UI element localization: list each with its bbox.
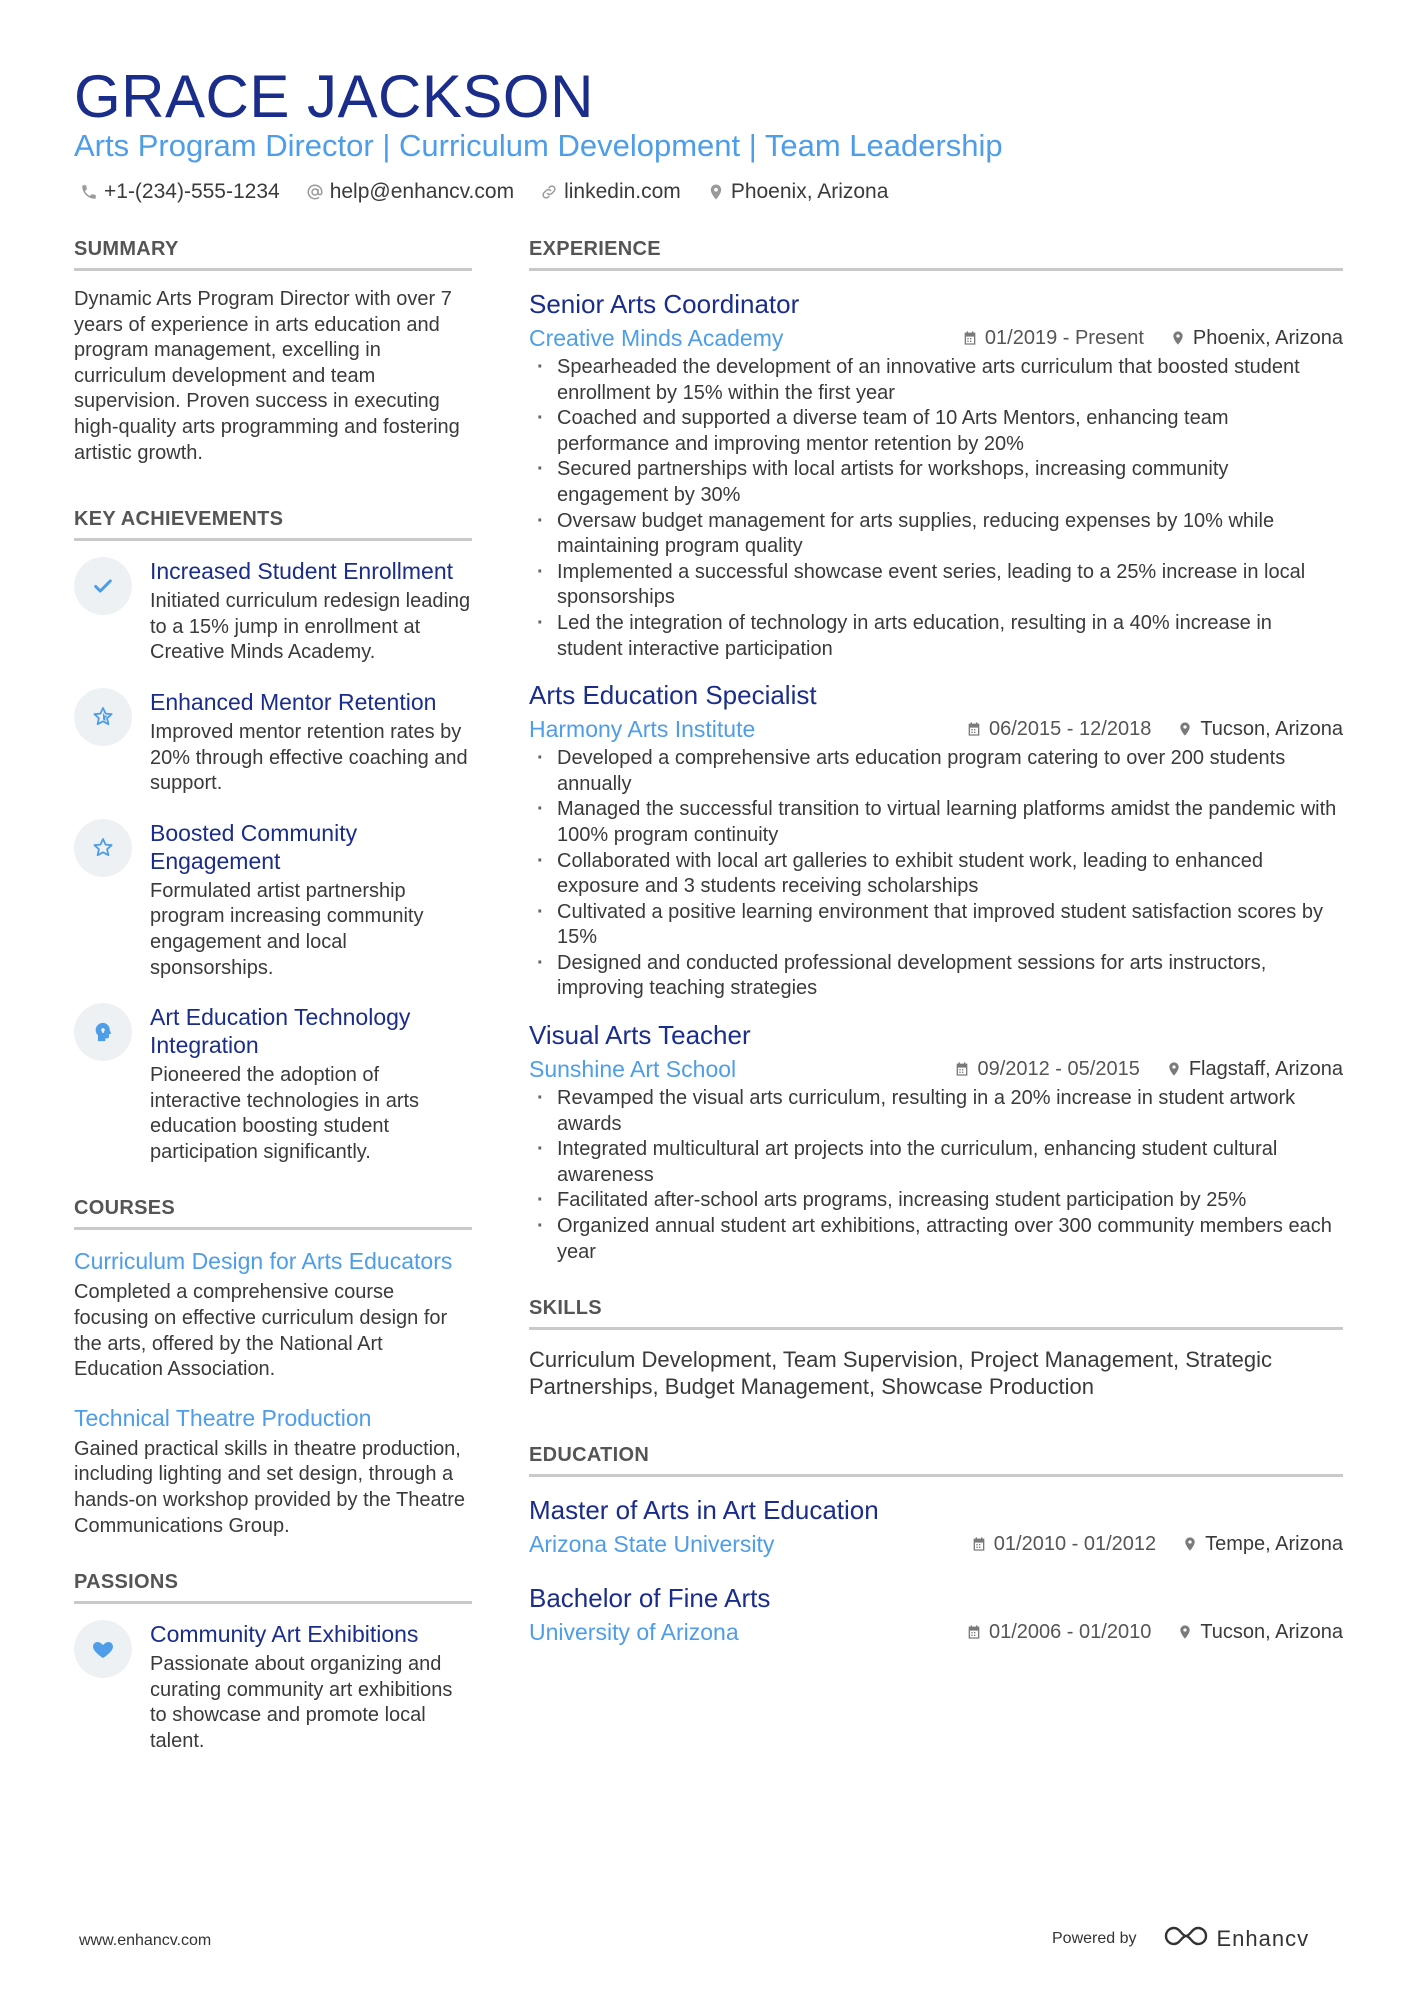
- location-pin-icon: [1170, 330, 1186, 346]
- head-brain-icon: [74, 1003, 132, 1061]
- summary-section: [74, 236, 472, 466]
- summary-text: Dynamic Arts Program Director with over 7 years of experience in arts education and program management, excelling in curriculum development and team supervision. Proven success in executing high-quality arts programming and fostering artistic growth.: [74, 288, 460, 464]
- at-icon: [306, 183, 324, 201]
- education-entry: [529, 1493, 1343, 1559]
- school-name: University of Arizona: [529, 1619, 739, 1646]
- left-column: [74, 236, 472, 1777]
- job-entry: [529, 1018, 1343, 1265]
- bullet-item: · Developed a comprehensive arts education program catering to over 200 students annually: [529, 746, 1343, 797]
- contact-bar: [80, 178, 914, 206]
- bullet-item: · Cultivated a positive learning environment that improved student satisfaction scores by 15%: [529, 900, 1343, 951]
- course-desc: Completed a comprehensive course focusing on effective curriculum design for the arts, offered by the National Art Education Association.: [74, 1281, 448, 1381]
- course-title: Curriculum Design for Arts Educators: [74, 1248, 453, 1275]
- location-pin-icon: [1182, 1536, 1198, 1552]
- passions-section: [74, 1569, 472, 1754]
- job-location: Flagstaff, Arizona: [1166, 1058, 1343, 1081]
- contact-location-text: Phoenix, Arizona: [730, 180, 889, 203]
- achievement-desc: Pioneered the adoption of interactive technologies in arts education boosting student participation significantly.: [150, 1064, 420, 1163]
- location-pin-icon: [707, 183, 725, 201]
- achievement-item: [74, 819, 472, 981]
- achievement-desc: Initiated curriculum redesign leading to a 15% jump in enrollment at Creative Minds Academy.: [150, 590, 471, 664]
- passion-title: Community Art Exhibitions: [150, 1621, 419, 1648]
- job-title: Senior Arts Coordinator: [529, 289, 800, 319]
- job-location: Phoenix, Arizona: [1170, 327, 1343, 350]
- bullet-item: · Spearheaded the development of an innovative arts curriculum that boosted student enrollment by 15% within the first year: [529, 355, 1343, 406]
- powered-by-label: Powered by: [1052, 1929, 1137, 1947]
- checkmark-icon: [74, 557, 132, 615]
- course-item: [74, 1246, 472, 1382]
- course-desc: Gained practical skills in theatre production, including lighting and set design, through a hands-on workshop provided by the Theatre Communications Group.: [74, 1437, 465, 1537]
- job-dates: 09/2012 - 05/2015: [954, 1058, 1139, 1081]
- contact-location: [707, 178, 889, 206]
- skills-text: Curriculum Development, Team Supervision, Project Management, Strategic Partnerships, Budget Management, Showcase Production: [529, 1347, 1273, 1400]
- achievement-item: [74, 688, 472, 797]
- education-dates: 01/2010 - 01/2012: [971, 1533, 1156, 1556]
- education-location: Tucson, Arizona: [1177, 1621, 1343, 1644]
- job-bullets: [529, 355, 1343, 662]
- job-location: Tucson, Arizona: [1177, 718, 1343, 741]
- job-title: Visual Arts Teacher: [529, 1020, 751, 1051]
- experience-heading: EXPERIENCE: [529, 236, 1343, 271]
- right-column: [529, 236, 1343, 1663]
- bullet-item: · Implemented a successful showcase event series, leading to a 25% increase in local sponsorships: [529, 560, 1343, 611]
- job-dates: 01/2019 - Present: [962, 327, 1144, 350]
- achievement-title: Enhanced Mentor Retention: [150, 688, 437, 715]
- degree-title: Master of Arts in Art Education: [529, 1495, 879, 1526]
- link-icon: [540, 183, 558, 201]
- achievement-item: [74, 557, 472, 666]
- contact-linkedin[interactable]: [540, 178, 681, 206]
- job-entry: [529, 678, 1343, 1002]
- summary-heading: SUMMARY: [74, 236, 472, 271]
- bullet-item: · Revamped the visual arts curriculum, resulting in a 20% increase in student artwork awards: [529, 1086, 1343, 1137]
- heart-icon: [74, 1620, 132, 1678]
- achievements-section: [74, 506, 472, 1165]
- school-name: Arizona State University: [529, 1531, 775, 1558]
- star-outline-icon: [74, 819, 132, 877]
- contact-linkedin-text: linkedin.com: [564, 180, 681, 203]
- candidate-name: GRACE JACKSON: [74, 63, 594, 130]
- brand-name: Enhancv: [1216, 1925, 1310, 1951]
- experience-section: [529, 236, 1343, 1265]
- skills-section: [529, 1295, 1343, 1400]
- bullet-item: · Led the integration of technology in arts education, resulting in a 40% increase in student interactive participation: [529, 611, 1343, 662]
- job-entry: [529, 287, 1343, 662]
- course-item: [74, 1403, 472, 1539]
- contact-email-text: help@enhancv.com: [329, 180, 515, 203]
- bullet-item: · Managed the successful transition to virtual learning platforms amidst the pandemic with 100% program continuity: [529, 797, 1343, 848]
- education-section: [529, 1442, 1343, 1647]
- bullet-item: · Collaborated with local art galleries to exhibit student work, leading to enhanced exposure and 3 students receiving scholarships: [529, 849, 1343, 900]
- passion-desc: Passionate about organizing and curating community art exhibitions to showcase and promote local talent.: [150, 1653, 453, 1752]
- contact-phone-text: +1-(234)-555-1234: [104, 180, 280, 203]
- passion-item: [74, 1620, 472, 1754]
- education-location: Tempe, Arizona: [1182, 1533, 1343, 1556]
- location-pin-icon: [1166, 1061, 1182, 1077]
- contact-email[interactable]: [306, 178, 514, 206]
- enhancv-logo-icon: [1163, 1924, 1209, 1953]
- bullet-item: · Coached and supported a diverse team of 10 Arts Mentors, enhancing team performance and improving mentor retention by 20%: [529, 406, 1343, 457]
- achievement-desc: Formulated artist partnership program increasing community engagement and local sponsorships.: [150, 879, 424, 979]
- contact-phone[interactable]: [80, 178, 280, 206]
- education-dates: 01/2006 - 01/2010: [966, 1621, 1151, 1644]
- calendar-icon: [966, 721, 982, 737]
- courses-heading: COURSES: [74, 1195, 472, 1230]
- calendar-icon: [962, 330, 978, 346]
- location-pin-icon: [1177, 1624, 1193, 1640]
- achievement-title: Art Education Technology Integration: [150, 1004, 411, 1059]
- passions-heading: PASSIONS: [74, 1569, 472, 1604]
- job-bullets: [529, 746, 1343, 1002]
- candidate-headline: Arts Program Director | Curriculum Development | Team Leadership: [74, 128, 1003, 163]
- education-entry: [529, 1581, 1343, 1647]
- bullet-item: · Facilitated after-school arts programs, increasing student participation by 25%: [529, 1188, 1343, 1214]
- company-name: Sunshine Art School: [529, 1056, 737, 1083]
- calendar-icon: [954, 1061, 970, 1077]
- bullet-item: · Oversaw budget management for arts supplies, reducing expenses by 10% while maintaining program quality: [529, 509, 1343, 560]
- achievement-title: Increased Student Enrollment: [150, 558, 454, 585]
- achievement-title: Boosted Community Engagement: [150, 819, 358, 874]
- achievement-item: [74, 1003, 472, 1165]
- company-name: Creative Minds Academy: [529, 325, 784, 351]
- job-bullets: [529, 1086, 1343, 1265]
- education-heading: EDUCATION: [529, 1442, 1343, 1477]
- bullet-item: · Integrated multicultural art projects into the curriculum, enhancing student cultural awareness: [529, 1137, 1343, 1188]
- bullet-item: · Organized annual student art exhibitions, attracting over 300 community members each year: [529, 1214, 1343, 1265]
- achievements-heading: KEY ACHIEVEMENTS: [74, 506, 472, 541]
- calendar-icon: [966, 1624, 982, 1640]
- courses-section: [74, 1195, 472, 1539]
- job-title: Arts Education Specialist: [529, 680, 817, 711]
- bullet-item: · Designed and conducted professional development sessions for arts instructors, improving teaching strategies: [529, 951, 1343, 1002]
- location-pin-icon: [1177, 721, 1193, 737]
- job-dates: 06/2015 - 12/2018: [966, 718, 1151, 741]
- achievement-desc: Improved mentor retention rates by 20% through effective coaching and support.: [150, 720, 468, 795]
- bullet-item: · Secured partnerships with local artists for workshops, increasing community engagement by 30%: [529, 457, 1343, 508]
- skills-heading: SKILLS: [529, 1295, 1343, 1330]
- degree-title: Bachelor of Fine Arts: [529, 1583, 771, 1614]
- phone-icon: [80, 183, 98, 201]
- star-badge-icon: [74, 688, 132, 746]
- course-title: Technical Theatre Production: [74, 1404, 372, 1431]
- company-name: Harmony Arts Institute: [529, 716, 756, 743]
- calendar-icon: [971, 1536, 987, 1552]
- footer-brand[interactable]: [1052, 1924, 1309, 1953]
- footer-site-link[interactable]: www.enhancv.com: [79, 1932, 212, 1949]
